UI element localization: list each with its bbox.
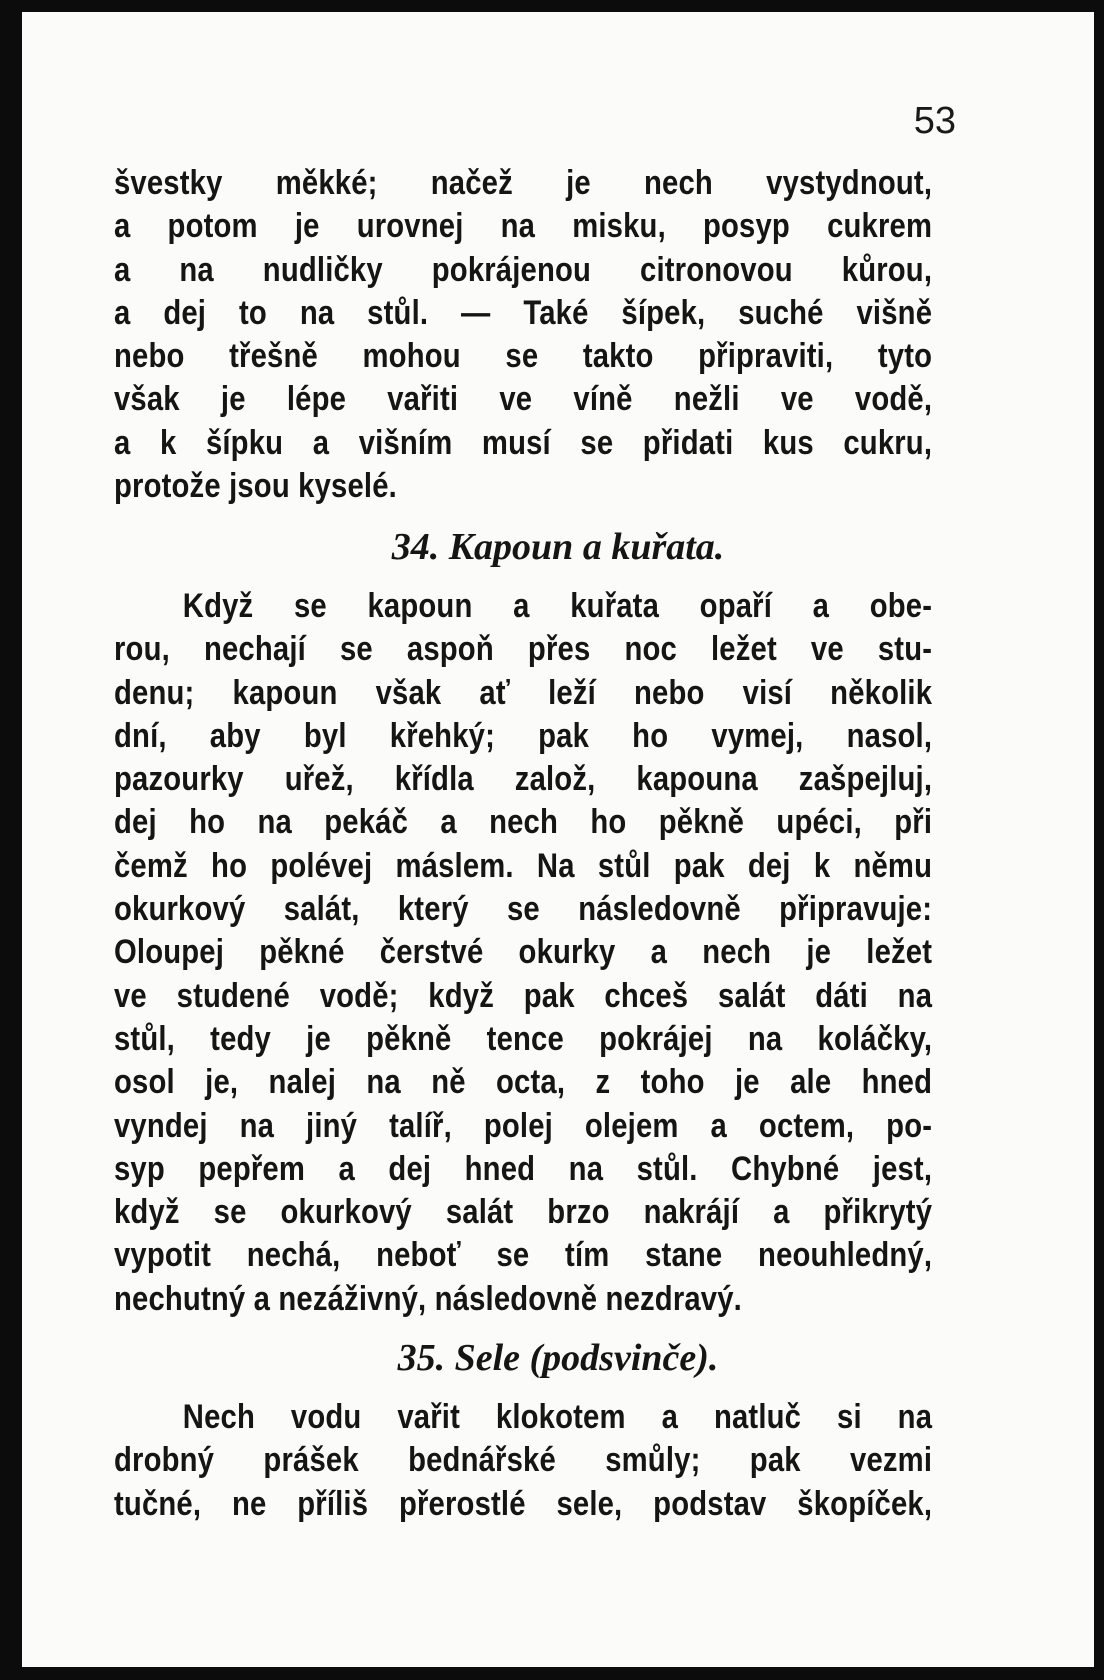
text-line: protože jsou kyselé. — [114, 467, 397, 506]
text-line: Oloupej pěkné čerstvé okurky a nech je ležet — [114, 933, 933, 972]
section-35-paragraph — [114, 1396, 932, 1526]
text-line: denu; kapoun však ať leží nebo visí několik — [114, 673, 933, 712]
text-line: a k šípku a višním musí se přidati kus cukru, — [114, 423, 933, 462]
text-line: švestky měkké; načež je nech vystydnout, — [114, 164, 933, 202]
text-line: okurkový salát, který se následovně připravuje: — [114, 890, 933, 929]
text-line: vypotit nechá, neboť se tím stane neouhledný, — [114, 1236, 933, 1275]
text-line: syp pepřem a dej hned na stůl. Chybné jest, — [114, 1149, 933, 1188]
book-page — [22, 12, 1094, 1667]
text-line: stůl, tedy je pěkně tence pokrájej na koláčky, — [114, 1019, 933, 1058]
section-heading-34: 34. Kapoun a kuřata. — [391, 526, 725, 568]
text-line: nechutný a nezáživný, následovně nezdravý. — [114, 1279, 742, 1318]
intro-paragraph — [114, 162, 932, 508]
text-line: vyndej na jiný talíř, polej olejem a octem, po- — [114, 1106, 933, 1145]
text-line: dej ho na pekáč a nech ho pěkně upéci, při — [114, 803, 933, 842]
text-line: ve studené vodě; když pak chceš salát dáti na — [114, 976, 933, 1015]
text-line: když se okurkový salát brzo nakrájí a přikrytý — [114, 1193, 933, 1232]
text-line: však je lépe vařiti ve víně nežli ve vodě, — [114, 380, 933, 419]
text-line: a dej to na stůl. — Také šípek, suché višně — [114, 293, 933, 332]
text-line: a potom je urovnej na misku, posyp cukrem — [114, 207, 933, 246]
text-line: a na nudličky pokrájenou citronovou kůrou, — [114, 250, 933, 289]
text-line: tučné, ne příliš přerostlé sele, podstav škopíček, — [114, 1484, 933, 1523]
text-line: pazourky uřež, křídla založ, kapouna zašpejluj, — [114, 760, 933, 799]
text-line: čemž ho polévej máslem. Na stůl pak dej k němu — [114, 846, 933, 885]
text-line: Nech vodu vařit klokotem a natluč si na — [182, 1398, 933, 1436]
text-line: Když se kapoun a kuřata opaří a obe- — [182, 587, 933, 625]
text-line: osol je, nalej na ně octa, z toho je ale hned — [114, 1063, 933, 1102]
page-number: 53 — [913, 100, 956, 142]
text-line: drobný prášek bednářské smůly; pak vezmi — [114, 1441, 933, 1480]
text-line: dní, aby byl křehký; pak ho vymej, nasol, — [114, 716, 933, 755]
section-heading-35: 35. Sele (podsvinče). — [397, 1337, 719, 1379]
section-34-paragraph — [114, 585, 932, 1321]
text-line: rou, nechají se aspoň přes noc ležet ve stu- — [114, 630, 933, 669]
text-line: nebo třešně mohou se takto připraviti, tyto — [114, 337, 933, 376]
